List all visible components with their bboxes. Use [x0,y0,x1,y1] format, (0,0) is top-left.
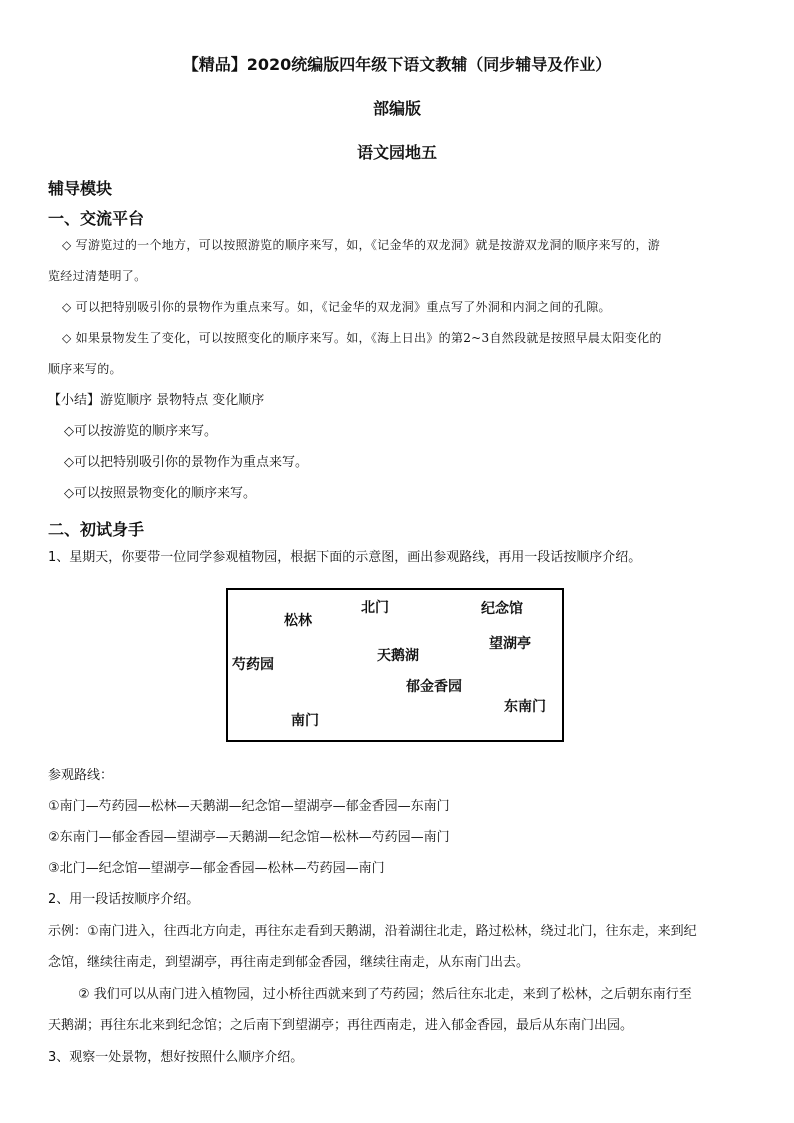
question-2: 2、用一段话按顺序介绍。 [48,892,200,907]
part1-heading: 一、交流平台 [48,209,145,228]
question-1: 1、星期天，你要带一位同学参观植物园，根据下面的示意图，画出参观路线，再用一段话按顺序介绍。 [48,550,642,565]
route-2: ②东南门—郁金香园—望湖亭—天鹅湖—纪念馆—松林—芍药园—南门 [48,830,450,845]
tip-2: ◇ 可以把特别吸引你的景物作为重点来写。如，《记金华的双龙洞》重点写了外洞和内洞之间的孔隙。 [62,300,611,314]
part2-heading: 二、初试身手 [48,520,145,539]
map-label-nanmen: 南门 [291,713,319,729]
example-2-line-1: ② 我们可以从南门进入植物园，过小桥往西就来到了芍药园；然后往东北走，来到了松林，之后朝东南行至 [78,987,692,1002]
map-label-wanghuting: 望湖亭 [489,636,531,652]
example-1-line-1: 示例：①南门进入，往西北方向走，再往东走看到天鹅湖，沿着湖往北走，路过松林，绕过北门，往东走，来到纪 [48,924,697,939]
tip-1-line-1: ◇ 写游览过的一个地方，可以按照游览的顺序来写，如，《记金华的双龙洞》就是按游双龙洞的顺序来写的，游 [62,238,661,252]
tip-1-line-2: 览经过清楚明了。 [48,269,147,283]
map-label-jinianguan: 纪念馆 [481,601,523,617]
section-guide-heading: 辅导模块 [48,179,113,198]
tip-3-line-2: 顺序来写的。 [48,362,122,376]
summary-item-2: ◇可以把特别吸引你的景物作为重点来写。 [64,455,308,470]
tip-3-line-1: ◇ 如果景物发生了变化，可以按照变化的顺序来写。如，《海上日出》的第2~3自然段就是按照早晨太阳变化的 [62,331,662,345]
route-1: ①南门—芍药园—松林—天鹅湖—纪念馆—望湖亭—郁金香园—东南门 [48,799,450,814]
map-label-shaoyaoyuan: 芍药园 [232,657,274,673]
map-label-tianehu: 天鹅湖 [377,648,419,664]
map-label-songlin: 松林 [284,613,312,629]
garden-map [226,588,564,742]
route-3: ③北门—纪念馆—望湖亭—郁金香园—松林—芍药园—南门 [48,861,385,876]
edition-title: 部编版 [372,99,421,118]
route-title: 参观路线： [48,768,114,783]
summary-item-3: ◇可以按照景物变化的顺序来写。 [64,486,256,501]
summary: 【小结】游览顺序 景物特点 变化顺序 [48,393,265,408]
map-label-beimen: 北门 [361,600,389,616]
example-1-line-2: 念馆，继续往南走，到望湖亭，再往南走到郁金香园，继续往南走，从东南门出去。 [48,955,530,970]
document-title: 【精品】2020统编版四年级下语文教辅（同步辅导及作业） [182,55,612,74]
question-3: 3、观察一处景物，想好按照什么顺序介绍。 [48,1050,304,1065]
unit-title: 语文园地五 [356,143,437,162]
map-label-yujinxiangyuan: 郁金香园 [406,679,462,695]
example-2-line-2: 天鹅湖；再往东北来到纪念馆；之后南下到望湖亭；再往西南走，进入郁金香园，最后从东南门出园。 [48,1018,634,1033]
summary-item-1: ◇可以按游览的顺序来写。 [64,424,217,439]
map-label-dongnanmen: 东南门 [504,699,546,715]
